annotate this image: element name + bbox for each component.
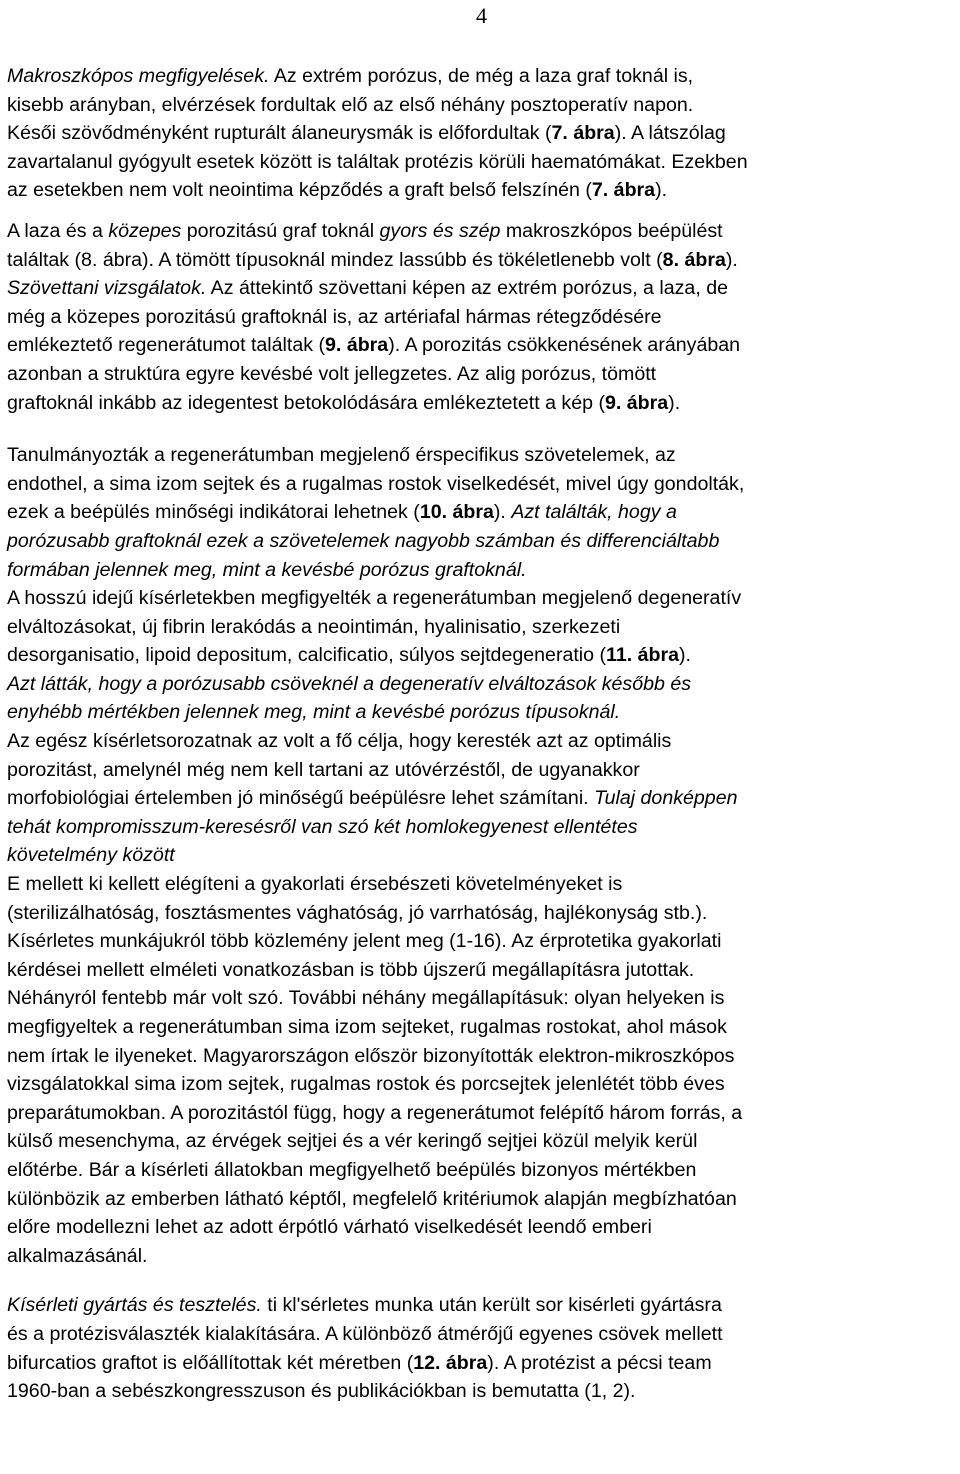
text-line — [7, 613, 957, 642]
paragraph-gap — [7, 205, 957, 217]
italic-text: Tulaj donképpen — [594, 787, 738, 810]
text-line — [7, 1185, 957, 1214]
text-run: porozitású graf toknál — [181, 219, 380, 242]
italic-text: Makroszkópos megfigyelések. — [7, 65, 270, 87]
text-line — [7, 870, 957, 899]
bold-figure-ref: 12. ábra — [413, 1351, 488, 1374]
italic-text: tehát kompromisszum-keresésről van szó két homlokegyenest ellentétes — [7, 815, 638, 838]
text-run: Tanulmányozták a regenerátumban megjelenő érspecifikus szövetelemek, az — [7, 444, 676, 467]
text-line — [7, 641, 957, 670]
text-line — [7, 527, 957, 556]
paragraph — [7, 217, 957, 417]
bold-figure-ref: 8. ábra — [662, 248, 726, 271]
text-line — [7, 1070, 957, 1099]
text-run: vizsgálatokkal sima izom sejtek, rugalmas rostok és porcsejtek jelenlétét több éves — [7, 1073, 725, 1096]
bold-figure-ref: 11. ábra — [606, 644, 680, 667]
text-run: bifurcatios graftot is előállítottak két méretben ( — [7, 1351, 414, 1374]
text-run: előre modellezni lehet az adott érpótló várható viselkedését leendő emberi — [7, 1216, 652, 1239]
text-run: 1960-ban a sebészkongresszuson és publikációkban is bemutatta (1, 2). — [7, 1380, 636, 1403]
text-line — [7, 556, 957, 585]
text-run: ). — [679, 644, 691, 667]
text-run: azonban a struktúra egyre kevésbé volt jellegzetes. Az alig porózus, tömött — [7, 362, 657, 385]
text-run: Az extrém porózus, de még a laza graf toknál is, — [269, 65, 694, 87]
text-run: emlékeztető regenerátumot találtak ( — [7, 334, 326, 357]
text-line — [7, 784, 957, 813]
text-line — [7, 756, 957, 785]
text-run: desorganisatio, lipoid depositum, calcificatio, súlyos sejtdegeneratio ( — [7, 644, 607, 667]
text-run: ). — [725, 248, 738, 271]
italic-text: követelmény között — [7, 844, 175, 867]
text-run: ). — [668, 391, 681, 414]
text-line — [7, 470, 957, 499]
text-run: az esetekben nem volt neointima képződés a graft belső felszínén ( — [7, 179, 592, 202]
text-run: ). A protézist a pécsi team — [487, 1351, 712, 1374]
text-run: és a protézisválaszték kialakítására. A különböző átmérőjű egyenes csövek mellett — [7, 1322, 723, 1345]
text-line — [7, 176, 957, 205]
text-line — [7, 62, 957, 91]
text-run: találtak (8. ábra). A tömött típusoknál mindez lassúbb és tökéletlenebb volt ( — [7, 248, 663, 271]
text-run: elváltozásokat, új fibrin lerakódás a neointimán, hyalinisatio, szerkezeti — [7, 615, 621, 638]
text-line — [7, 899, 957, 928]
text-line — [7, 389, 957, 418]
text-line — [7, 1156, 957, 1185]
paragraph-gap — [7, 1270, 957, 1291]
text-line — [7, 331, 957, 360]
italic-text: formában jelennek meg, mint a kevésbé porózus graftoknál. — [7, 558, 527, 581]
text-run: Az egész kísérletsorozatnak az volt a fő célja, hogy keresték azt az optimális — [7, 730, 672, 753]
paragraph — [7, 1291, 957, 1405]
text-run: külső mesenchyma, az érvégek sejtjei és a vér keringő sejtjei közül melyik kerül — [7, 1130, 698, 1153]
text-line — [7, 1291, 957, 1320]
text-run: ). A látszólag — [614, 122, 726, 145]
text-run: alkalmazásánál. — [7, 1244, 148, 1267]
text-run: porozitást, amelynél még nem kell tartani az utóvérzéstől, de ugyanakkor — [7, 758, 640, 781]
italic-text: közepes — [108, 219, 182, 242]
text-run: ezek a beépülés minőségi indikátorai lehetnek ( — [7, 501, 420, 524]
text-line — [7, 1377, 957, 1406]
paragraph-gap — [7, 417, 957, 441]
text-run: előtérbe. Bár a kísérleti állatokban megfigyelhető beépülés bizonyos mértékben — [7, 1158, 697, 1181]
bold-figure-ref: 9. ábra — [604, 391, 669, 414]
text-run: graftoknál inkább az idegentest betokolódására emlékeztetett a kép ( — [7, 391, 605, 414]
text-run: nem írtak le ilyeneket. Magyarországon először bizonyították elektron-mikroszkópos — [7, 1044, 735, 1067]
text-line — [7, 1242, 957, 1271]
italic-text: enyhébb mértékben jelennek meg, mint a kevésbé porózus típusoknál. — [7, 701, 621, 724]
text-line — [7, 119, 957, 148]
italic-text: Azt látták, hogy a porózusabb csöveknél a degeneratív elváltozások később és — [7, 672, 692, 695]
text-line — [7, 148, 957, 177]
text-run: Késői szövődményként rupturált álaneurysmák is előfordultak ( — [7, 122, 552, 145]
text-run: endothel, a sima izom sejtek és a rugalmas rostok viselkedését, mivel úgy gondolták, — [7, 472, 745, 495]
text-run: Néhányról fentebb már volt szó. További néhány megállapításuk: olyan helyeken is — [7, 987, 725, 1010]
bold-figure-ref: 7. ábra — [591, 179, 656, 202]
italic-text: Szövettani vizsgálatok. — [7, 277, 207, 300]
text-line — [7, 1320, 957, 1349]
text-line — [7, 246, 957, 275]
text-line — [7, 1127, 957, 1156]
text-run: ti kl'sérletes munka után került sor kisérleti gyártásra — [261, 1294, 722, 1317]
bold-figure-ref: 9. ábra — [325, 334, 389, 357]
text-line — [7, 670, 957, 699]
text-line — [7, 1013, 957, 1042]
text-line — [7, 956, 957, 985]
text-run: megfigyeltek a regenerátumban sima izom sejteket, rugalmas rostokat, ahol mások — [7, 1016, 727, 1038]
text-run: makroszkópos beépülést — [500, 219, 723, 242]
bold-figure-ref: 10. ábra — [419, 501, 494, 524]
text-line — [7, 303, 957, 332]
text-line — [7, 727, 957, 756]
text-run: A laza és a — [7, 219, 109, 242]
text-run: E mellett ki kellett elégíteni a gyakorlati érsebészeti követelményeket is — [7, 873, 623, 896]
text-line — [7, 274, 957, 303]
italic-text: gyors és szép — [379, 219, 501, 242]
text-line — [7, 91, 957, 120]
text-line — [7, 1042, 957, 1071]
page-number: 4 — [476, 3, 487, 28]
text-line — [7, 927, 957, 956]
text-line — [7, 841, 957, 870]
text-run: ). A porozitás csökkenésének arányában — [388, 334, 741, 357]
text-line — [7, 584, 957, 613]
text-run: különbözik az emberben látható képtől, megfelelő kritériumok alapján megbízhatóan — [7, 1187, 737, 1210]
italic-text: Azt találták, hogy a — [511, 501, 677, 524]
text-line — [7, 217, 957, 246]
text-run: (sterilizálhatóság, fosztásmentes vághatóság, jó varrhatóság, hajlékonyság stb.). — [7, 901, 708, 924]
text-line — [7, 1099, 957, 1128]
text-run: ). — [655, 179, 668, 202]
text-line — [7, 813, 957, 842]
text-line — [7, 360, 957, 389]
text-line — [7, 441, 957, 470]
text-run: A hosszú idejű kísérletekben megfigyelték a regenerátumban megjelenő degeneratív — [7, 587, 742, 610]
text-line — [7, 1349, 957, 1378]
text-run: kisebb arányban, elvérzések fordultak elő az első néhány posztoperatív napon. — [7, 93, 694, 116]
text-run: kérdései mellett elméleti vonatkozásban is több újszerű megállapításra jutottak. — [7, 958, 695, 981]
text-run: ). — [493, 501, 512, 524]
text-line — [7, 984, 957, 1013]
text-run: Kísérletes munkájukról több közlemény jelent meg (1-16). Az érprotetika gyakorlati — [7, 930, 722, 953]
document-body — [7, 62, 957, 1406]
text-run: még a közepes porozitású graftoknál is, az artériafal hármas rétegződésére — [7, 305, 662, 328]
text-line — [7, 698, 957, 727]
text-run: morfobiológiai értelemben jó minőségű beépülésre lehet számítani. — [7, 787, 595, 810]
text-run: zavartalanul gyógyult esetek között is találtak protézis körüli haematómákat. Ezekben — [7, 150, 748, 173]
paragraph — [7, 62, 957, 205]
italic-text: porózusabb graftoknál ezek a szövetelemek nagyobb számban és differenciáltabb — [7, 529, 720, 552]
italic-text: Kísérleti gyártás és tesztelés. — [7, 1294, 262, 1317]
text-run: Az áttekintő szövettani képen az extrém porózus, a laza, de — [206, 277, 729, 300]
paragraph — [7, 441, 957, 1270]
text-line — [7, 1213, 957, 1242]
text-run: preparátumokban. A porozitástól függ, hogy a regenerátumot felépítő három forrás, a — [7, 1101, 743, 1124]
text-line — [7, 498, 957, 527]
bold-figure-ref: 7. ábra — [551, 122, 615, 145]
